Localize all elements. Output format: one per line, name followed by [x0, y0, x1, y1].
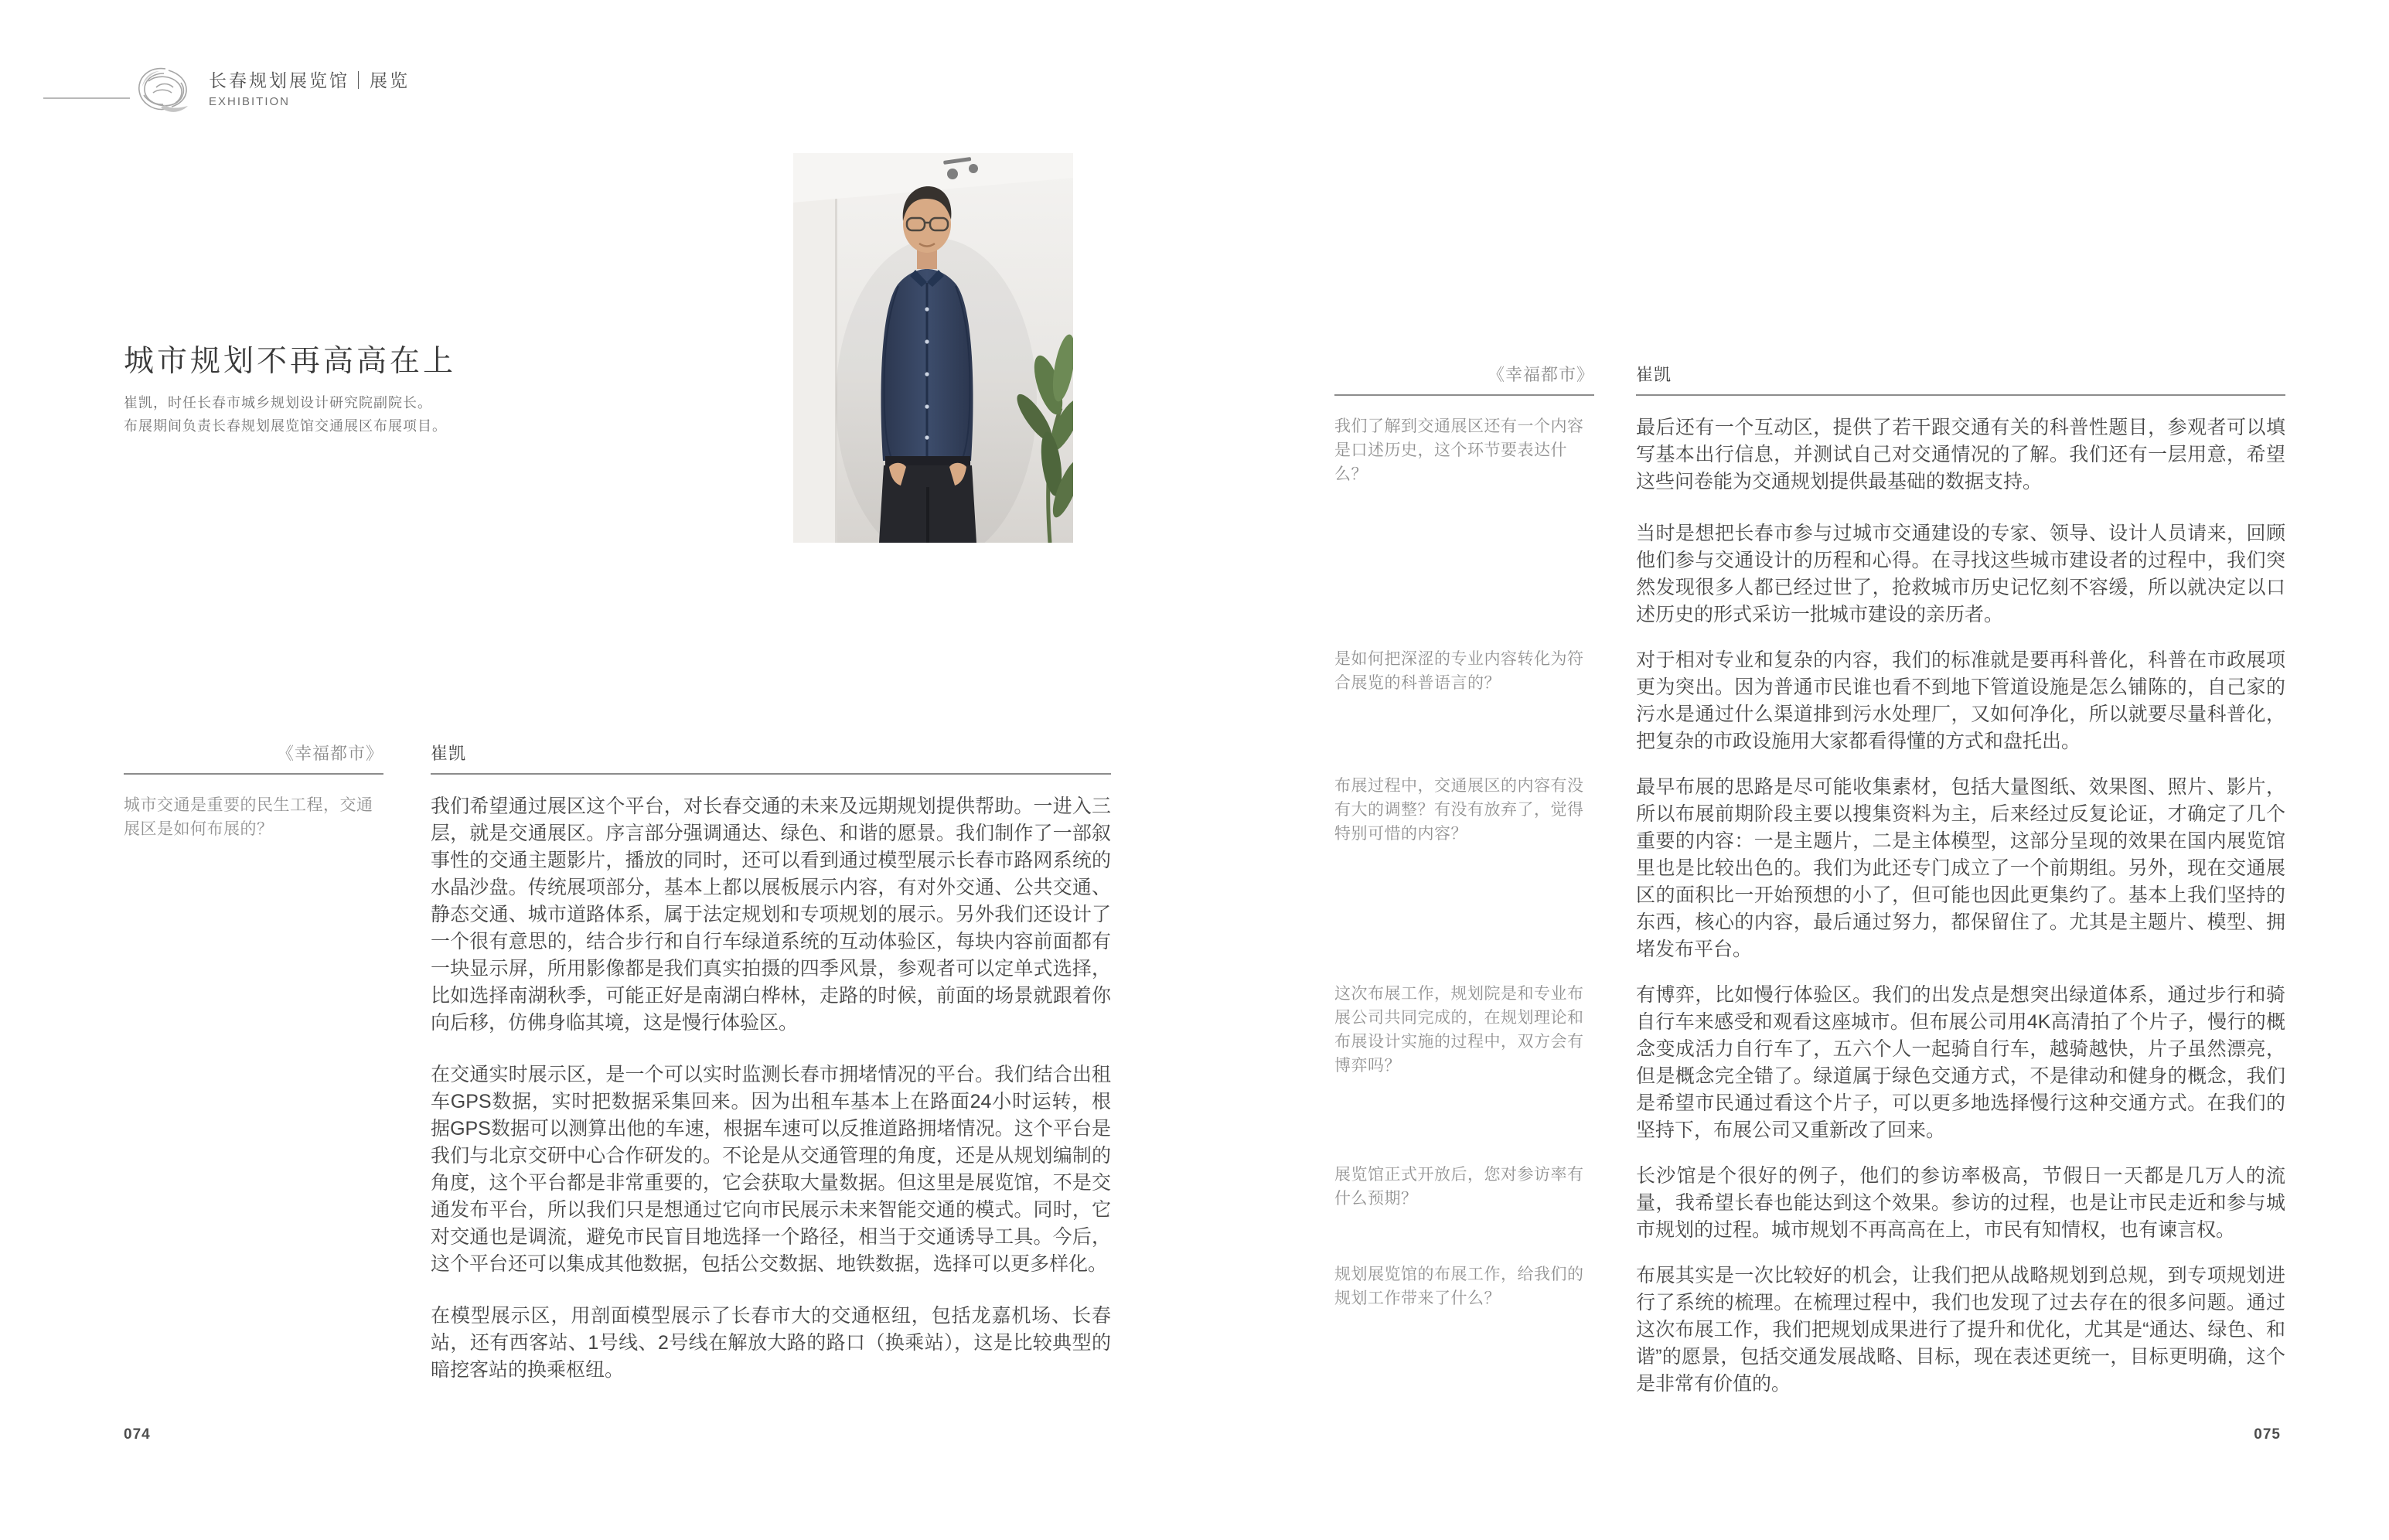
- interviewee-label: 崔凯: [431, 744, 1111, 775]
- interview-question: 规划展览馆的布展工作，给我们的规划工作带来了什么？: [1334, 1266, 1584, 1307]
- interview-question: 城市交通是重要的民生工程，交通展区是如何布展的？: [124, 796, 373, 838]
- interviewee-label: 崔凯: [1636, 365, 2285, 396]
- page-number-right: 075: [2254, 1426, 2281, 1443]
- interview-answer: [431, 793, 1111, 1384]
- interview-question: 这次布展工作，规划院是和专业布展公司共同完成的，在规划理论和布展设计实施的过程中，双方会有博弈吗？: [1334, 985, 1584, 1075]
- answer-paragraph: 有博弈，比如慢行体验区。我们的出发点是想突出绿道体系，通过步行和骑自行车来感受和观看这座城市。但布展公司用4K高清拍了个片子，慢行的概念变成活力自行车了，五六个人一起骑自行车，越骑越快，片子虽然漂亮，但是概念完全错了。绿道属于绿色交通方式，不是律动和健身的概念，我们是希望市民通过看这个片子，可以更多地选择慢行这种交通方式。在我们的坚持下，布展公司又重新改了回来。: [1636, 984, 2285, 1141]
- interview-answer: [1636, 414, 2285, 629]
- right-page-qa: [1334, 365, 2285, 1398]
- interview-question: 我们了解到交通展区还有一个内容是口述历史，这个环节要表达什么？: [1334, 417, 1584, 483]
- interview-question: 布展过程中，交通展区的内容有没有大的调整？有没有放弃了，觉得特别可惜的内容？: [1334, 777, 1584, 843]
- interview-answer: [1636, 774, 2285, 963]
- answer-paragraph: 在交通实时展示区，是一个可以实时监测长春市拥堵情况的平台。我们结合出租车GPS数据，实时把数据采集回来。因为出租车基本上在路面24小时运转，根据GPS数据可以测算出他的车速，根据车速可以反推道路拥堵情况。这个平台是我们与北京交研中心合作研发的。不论是从交通管理的角度，还是从规划编制的角度，这个平台都是非常重要的，它会获取大量数据。但这里是展览馆，不是交通发布平台，所以我们只是想通过它向市民展示未来智能交通的模式。同时，它对交通也是调流，避免市民盲目地选择一个路径，相当于交通诱导工具。今后，这个平台还可以集成其他数据，包括公交数据、地铁数据，选择可以更多样化。: [431, 1064, 1111, 1275]
- left-page-qa: [124, 744, 1111, 1384]
- answer-paragraph: 当时是想把长春市参与过城市交通建设的专家、领导、设计人员请来，回顾他们参与交通设计的历程和心得。在寻找这些城市建设者的过程中，我们突然发现很多人都已经过世了，抢救城市历史记忆刻不容缓，所以就决定以口述历史的形式采访一批城市建设的亲历者。: [1636, 523, 2285, 625]
- interview-question: 是如何把深涩的专业内容转化为符合展览的科普语言的？: [1334, 650, 1584, 692]
- article-intro: [124, 391, 447, 438]
- interview-answer: [1636, 1163, 2285, 1244]
- answer-paragraph: 在模型展示区，用剖面模型展示了长春市大的交通枢纽，包括龙嘉机场、长春站，还有西客站、1号线、2号线在解放大路的路口（换乘站），这是比较典型的暗挖客站的换乘枢纽。: [431, 1305, 1111, 1381]
- interview-answer: [1636, 1262, 2285, 1398]
- intro-line-1: 崔凯，时任长春市城乡规划设计研究院副院长。: [124, 395, 432, 411]
- intro-line-2: 布展期间负责长春规划展览馆交通展区布展项目。: [124, 418, 447, 434]
- answer-paragraph: 对于相对专业和复杂的内容，我们的标准就是要再科普化，科普在市政展项更为突出。因为普通市民谁也看不到地下管道设施是怎么铺陈的，自己家的污水是通过什么渠道排到污水处理厂，又如何净化，所以就要尽量科普化，把复杂的市政设施用大家都看得懂的方式和盘托出。: [1636, 649, 2285, 752]
- interviewer-label: 《幸福都市》: [1334, 365, 1594, 396]
- answer-paragraph: 布展其实是一次比较好的机会，让我们把从战略规划到总规，到专项规划进行了系统的梳理。在梳理过程中，我们也发现了过去存在的很多问题。通过这次布展工作，我们把规划成果进行了提升和优化，尤其是“通达、绿色、和谐”的愿景，包括交通发展战略、目标，现在表述更统一，目标更明确，这个是非常有价值的。: [1636, 1265, 2285, 1395]
- page-number-left: 074: [124, 1426, 151, 1443]
- brand-header: [133, 63, 410, 116]
- interviewer-label: 《幸福都市》: [124, 744, 383, 775]
- answer-paragraph: 最早布展的思路是尽可能收集素材，包括大量图纸、效果图、照片、影片，所以布展前期阶段主要以搜集资料为主，后来经过反复论证，才确定了几个重要的内容：一是主题片，二是主体模型，这部分呈现的效果在国内展览馆里也是比较出色的。我们为此还专门成立了一个前期组。另外，现在交通展区的面积比一开始预想的小了，但可能也因此更集约了。基本上我们坚持的东西，核心的内容，最后通过努力，都保留住了。尤其是主题片、模型、拥堵发布平台。: [1636, 776, 2285, 960]
- brand-subtitle: EXHIBITION: [209, 95, 291, 108]
- article-title: 城市规划不再高高在上: [124, 345, 457, 378]
- brand-text: [209, 70, 410, 110]
- portrait-illustration: [793, 153, 1073, 543]
- answer-paragraph: 最后还有一个互动区，提供了若干跟交通有关的科普性题目，参观者可以填写基本出行信息，并测试自己对交通情况的了解。我们还有一层用意，希望这些问卷能为交通规划提供最基础的数据支持。: [1636, 417, 2285, 492]
- brand-title: 长春规划展览馆｜展览: [209, 70, 410, 90]
- interview-answer: [1636, 982, 2285, 1144]
- answer-paragraph: 我们希望通过展区这个平台，对长春交通的未来及远期规划提供帮助。一进入三层，就是交通展区。序言部分强调通达、绿色、和谐的愿景。我们制作了一部叙事性的交通主题影片，播放的同时，还可以看到通过模型展示长春市路网系统的水晶沙盘。传统展项部分，基本上都以展板展示内容，有对外交通、公共交通、静态交通、城市道路体系，属于法定规划和专项规划的展示。另外我们还设计了一个很有意思的，结合步行和自行车绿道系统的互动体验区，每块内容前面都有一块显示屏，所用影像都是我们真实拍摄的四季风景，参观者可以定单式选择，比如选择南湖秋季，可能正好是南湖白桦林，走路的时候，前面的场景就跟着你向后移，仿佛身临其境，这是慢行体验区。: [431, 796, 1111, 1034]
- museum-swirl-logo-icon: [133, 63, 195, 116]
- header-rule: [43, 97, 130, 99]
- portrait-photo: [793, 153, 1073, 543]
- answer-paragraph: 长沙馆是个很好的例子，他们的参访率极高，节假日一天都是几万人的流量，我希望长春也能达到这个效果。参访的过程，也是让市民走近和参与城市规划的过程。城市规划不再高高在上，市民有知情权，也有谏言权。: [1636, 1165, 2285, 1241]
- interview-question: 展览馆正式开放后，您对参访率有什么预期？: [1334, 1166, 1584, 1208]
- interview-answer: [1636, 647, 2285, 755]
